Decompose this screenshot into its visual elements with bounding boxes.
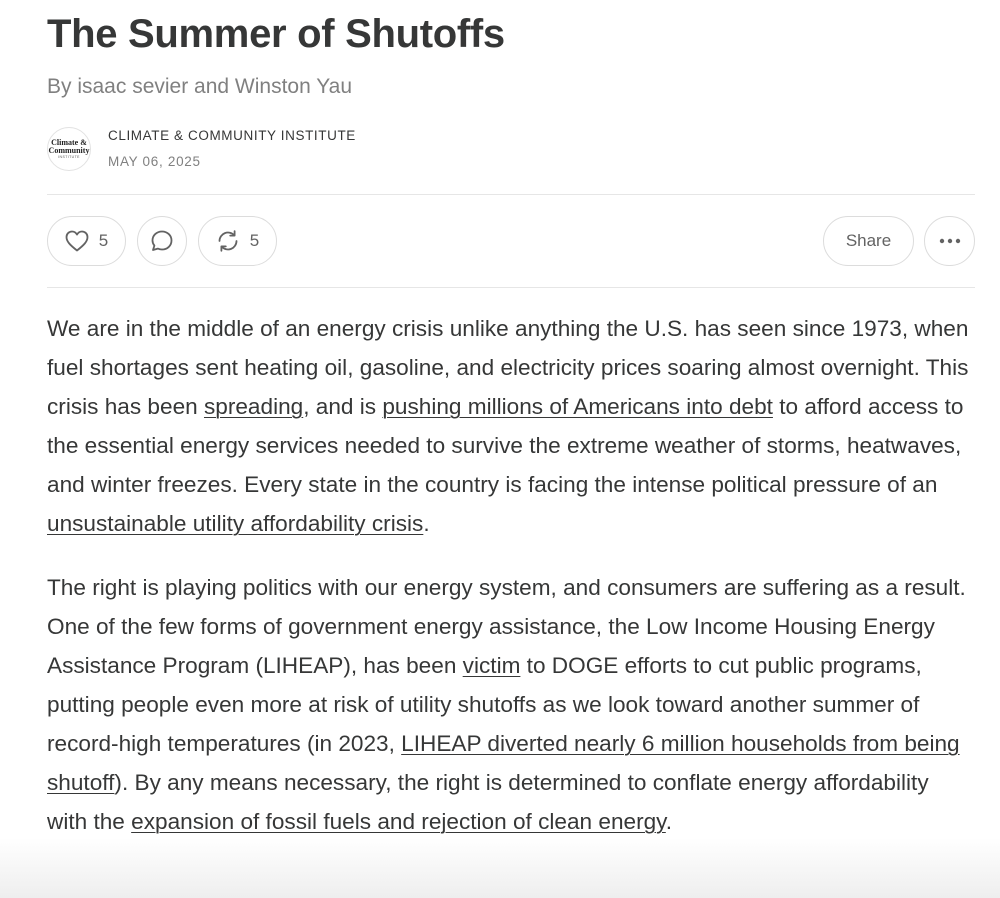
divider-top — [47, 194, 975, 195]
paragraph — [47, 568, 975, 841]
link-victim[interactable]: victim — [462, 653, 521, 678]
link-debt[interactable]: pushing millions of Americans into debt — [382, 394, 773, 419]
more-dots-icon — [939, 238, 961, 244]
paragraph-text: . — [423, 511, 430, 536]
publication-logo[interactable] — [47, 127, 91, 171]
share-button[interactable]: Share — [823, 216, 914, 266]
link-affordability-crisis[interactable]: unsustainable utility affordability crisis — [47, 511, 424, 536]
paragraph-text: to afford access to the essential energy services needed to survive the extreme weather of storms, heatwaves, and winter freezes. Every state in the country is facing the intense political pressure of an — [47, 394, 964, 497]
post-title: The Summer of Shutoffs — [47, 12, 505, 56]
restack-button[interactable] — [198, 216, 277, 266]
restack-icon — [216, 229, 240, 253]
more-options-button[interactable] — [924, 216, 975, 266]
link-spreading[interactable]: spreading — [203, 394, 304, 419]
publication-meta — [108, 127, 356, 171]
divider-bottom — [47, 287, 975, 288]
comment-bubble-icon — [150, 229, 174, 253]
publication-row — [47, 125, 356, 173]
like-button[interactable] — [47, 216, 126, 266]
paragraph — [47, 309, 975, 543]
restack-count: 5 — [249, 231, 260, 250]
logo-line-3: INSTITUTE — [58, 154, 80, 159]
link-liheap-diverted[interactable]: LIHEAP diverted nearly 6 million households from being shutoff — [47, 731, 960, 795]
paragraph-text: The right is playing politics with our energy system, and consumers are suffering as a result. One of the few forms of government energy assistance, the Low Income Housing Energy Assistance Program (LIHEAP), has been — [47, 575, 966, 678]
like-count: 5 — [98, 231, 109, 250]
comment-button[interactable] — [137, 216, 187, 266]
logo-line-1: Climate & — [51, 137, 87, 147]
paragraph-text: . — [665, 809, 673, 834]
post-byline[interactable]: By isaac sevier and Winston Yau — [47, 75, 353, 98]
paragraph-text: ). By any means necessary, the right is determined to conflate energy affordability with the — [47, 770, 929, 834]
heart-icon — [65, 230, 89, 252]
paragraph-text: to DOGE efforts to cut public programs, putting people even more at risk of utility shutoffs as we look toward another summer of record-high temperatures (in 2023, — [47, 653, 922, 756]
paragraph-text: , and is — [303, 394, 383, 419]
link-fossil-fuels[interactable]: expansion of fossil fuels and rejection of clean energy — [131, 809, 666, 834]
post-date: MAY 06, 2025 — [108, 154, 201, 169]
logo-line-2: Community — [48, 145, 90, 155]
publication-name[interactable]: CLIMATE & COMMUNITY INSTITUTE — [108, 128, 356, 143]
paragraph-text: We are in the middle of an energy crisis unlike anything the U.S. has seen since 1973, when fuel shortages sent heating oil, gasoline, and electricity prices soaring almost overnight. This crisis has been — [47, 316, 969, 419]
article-body — [47, 309, 975, 866]
